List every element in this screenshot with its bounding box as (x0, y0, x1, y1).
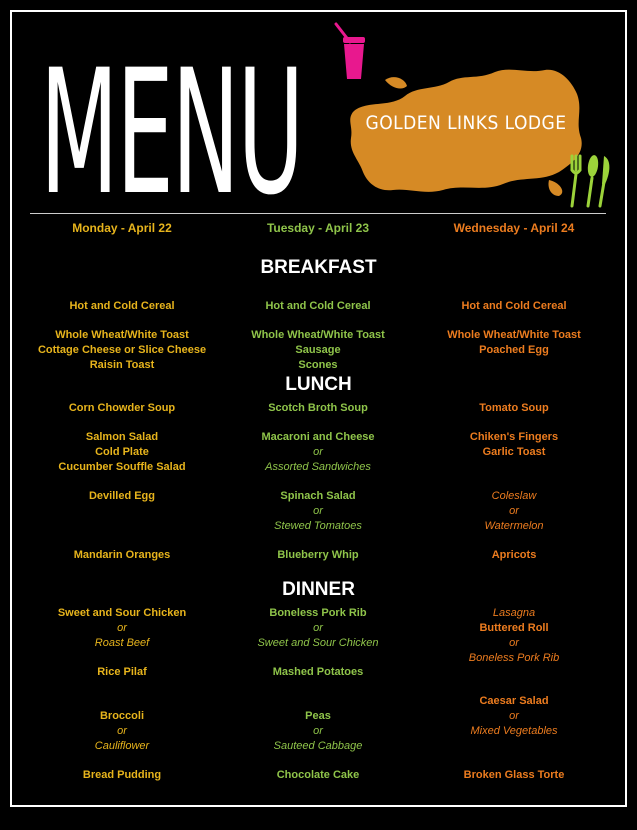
lodge-name: GOLDEN LINKS LODGE (365, 112, 567, 134)
menu-item: Whole Wheat/White Toast (251, 329, 385, 341)
svg-text:MENU: MENU (40, 32, 302, 200)
menu-item: Macaroni and Cheese (261, 431, 375, 443)
menu-item: Devilled Egg (88, 490, 156, 502)
header-divider (30, 213, 606, 214)
menu-item: Cucumber Souffle Salad (58, 461, 186, 473)
menu-item: Scones (298, 359, 338, 371)
section-lunch: LUNCH (285, 374, 352, 395)
day-header-monday: Monday - April 22 (72, 221, 172, 235)
menu-item: Caesar Salad (479, 695, 549, 707)
menu-item: or (117, 725, 127, 737)
menu-item: or (313, 622, 323, 634)
menu-item: Whole Wheat/White Toast (447, 329, 581, 341)
menu-item: Spinach Salad (280, 490, 356, 502)
menu-item: Salmon Salad (85, 431, 159, 443)
menu-item: Peas (305, 710, 331, 722)
menu-item: or (313, 446, 323, 458)
day-header-wednesday: Wednesday - April 24 (453, 221, 575, 235)
menu-item: Garlic Toast (482, 446, 546, 458)
menu-item: Tomato Soup (479, 402, 549, 414)
menu-item: Hot and Cold Cereal (265, 300, 371, 312)
menu-title (40, 20, 310, 200)
menu-item: Cauliflower (94, 740, 150, 752)
menu-item: Boneless Pork Rib (468, 652, 560, 664)
menu-item: or (509, 505, 519, 517)
menu-item: Sauteed Cabbage (273, 740, 363, 752)
menu-item: Coleslaw (491, 490, 537, 502)
menu-item: Boneless Pork Rib (269, 607, 367, 619)
menu-item: Assorted Sandwiches (265, 461, 371, 473)
cutlery-icon (566, 152, 614, 210)
menu-item: Roast Beef (94, 637, 150, 649)
menu-item: Scotch Broth Soup (268, 402, 368, 414)
menu-item: Sausage (295, 344, 341, 356)
section-dinner: DINNER (282, 579, 355, 600)
menu-item: Apricots (491, 549, 537, 561)
menu-item: Buttered Roll (479, 622, 549, 634)
menu-item: Mashed Potatoes (272, 666, 364, 678)
menu-item: Chiken's Fingers (469, 431, 559, 443)
menu-item: Sweet and Sour Chicken (57, 607, 187, 619)
menu-item: Sweet and Sour Chicken (257, 637, 379, 649)
menu-item: Broccoli (99, 710, 144, 722)
menu-item: Watermelon (484, 520, 544, 532)
menu-item: Cottage Cheese or Slice Cheese (37, 344, 207, 356)
menu-item: Corn Chowder Soup (68, 402, 176, 414)
menu-item: or (313, 725, 323, 737)
section-breakfast: BREAKFAST (260, 257, 377, 278)
menu-item: Mandarin Oranges (73, 549, 171, 561)
menu-item: or (313, 505, 323, 517)
menu-item: Lasagna (492, 607, 536, 619)
menu-item: Poached Egg (479, 344, 549, 356)
menu-item: Rice Pilaf (97, 666, 147, 678)
menu-item: or (509, 710, 519, 722)
menu-item: Bread Pudding (82, 769, 162, 781)
menu-item: Hot and Cold Cereal (69, 300, 175, 312)
menu-item: Mixed Vegetables (470, 725, 558, 737)
menu-item: Raisin Toast (89, 359, 155, 371)
menu-item: Chocolate Cake (276, 769, 360, 781)
menu-item: Cold Plate (95, 446, 149, 458)
menu-item: Hot and Cold Cereal (461, 300, 567, 312)
menu-item: Stewed Tomatoes (274, 520, 362, 532)
menu-item: or (117, 622, 127, 634)
menu-item: or (509, 637, 519, 649)
menu-item: Whole Wheat/White Toast (55, 329, 189, 341)
day-header-tuesday: Tuesday - April 23 (266, 221, 370, 235)
menu-item: Blueberry Whip (277, 549, 359, 561)
menu-item: Broken Glass Torte (463, 769, 565, 781)
